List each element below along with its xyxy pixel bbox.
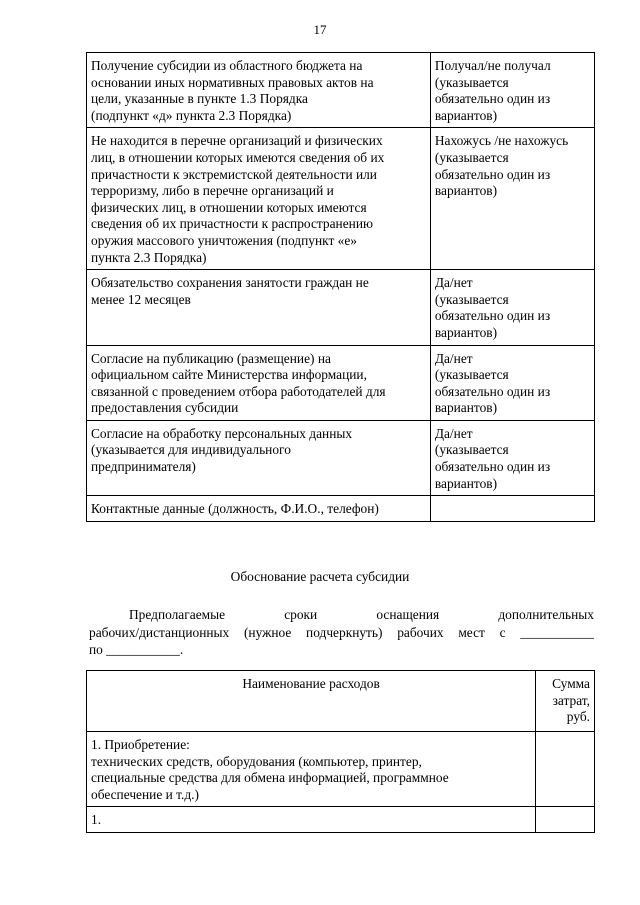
table-row bbox=[87, 807, 595, 833]
paragraph-word: (нужное bbox=[243, 624, 292, 640]
table-row bbox=[87, 345, 595, 420]
paragraph-word: рабочих/дистанционных bbox=[89, 624, 230, 640]
expense-name-cell bbox=[87, 807, 536, 833]
value-text: (указывается bbox=[434, 442, 509, 458]
value-text: (указывается bbox=[434, 291, 509, 307]
expense-name-text: технических средств, оборудования (компьютер, принтер, bbox=[91, 753, 422, 769]
criterion-text: предоставления субсидии bbox=[91, 400, 239, 416]
criterion-text: сведения об их причастности к распространению bbox=[91, 216, 373, 232]
value-cell bbox=[430, 128, 594, 270]
value-text: Да/нет bbox=[434, 425, 473, 441]
paragraph-word: с bbox=[499, 624, 506, 640]
criterion-text: Контактные данные (должность, Ф.И.О., телефон) bbox=[91, 501, 379, 517]
section-title: Обоснование расчета субсидии bbox=[230, 569, 410, 584]
value-text: Да/нет bbox=[434, 350, 473, 366]
criterion-text: цели, указанные в пункте 1.3 Порядка bbox=[91, 91, 308, 107]
criterion-text: Обязательство сохранения занятости граждан не bbox=[91, 275, 369, 291]
criterion-cell bbox=[87, 345, 431, 420]
page-number: 17 bbox=[313, 22, 327, 37]
criterion-text: менее 12 месяцев bbox=[91, 291, 191, 307]
value-text: вариантов) bbox=[434, 183, 498, 199]
criterion-text: (указывается для индивидуального bbox=[91, 442, 291, 458]
criterion-text: основании иных нормативных правовых актов на bbox=[91, 74, 374, 90]
paragraph-line-3: по ___________. bbox=[89, 642, 184, 657]
criterion-text: Получение субсидии из областного бюджета на bbox=[91, 58, 363, 73]
value-text: (указывается bbox=[434, 149, 509, 165]
paragraph-word: сроки bbox=[284, 607, 318, 622]
expense-name-cell bbox=[87, 732, 536, 807]
table-row bbox=[87, 496, 595, 522]
value-text: (указывается bbox=[434, 74, 509, 90]
paragraph-word: дополнительных bbox=[498, 607, 594, 622]
header-sum-text: руб. bbox=[566, 709, 590, 725]
criterion-cell bbox=[87, 270, 431, 345]
expense-name-text: специальные средства для обмена информацией, программное bbox=[91, 770, 449, 786]
criterion-text: (подпункт «д» пункта 2.3 Порядка) bbox=[91, 107, 292, 123]
table-row bbox=[87, 53, 595, 128]
value-text: вариантов) bbox=[434, 107, 498, 123]
expenses-table bbox=[86, 670, 595, 833]
value-cell bbox=[430, 345, 594, 420]
table-row bbox=[87, 420, 595, 495]
header-expense-name: Наименование расходов bbox=[87, 671, 536, 732]
criterion-text: оружия массового уничтожения (подпункт «е» bbox=[91, 232, 357, 248]
criterion-cell bbox=[87, 420, 431, 495]
header-sum-text: Сумма bbox=[552, 676, 590, 691]
paragraph-word: ___________ bbox=[520, 624, 594, 640]
value-cell bbox=[430, 270, 594, 345]
criterion-cell bbox=[87, 128, 431, 270]
criterion-text: терроризму, либо в перечне организаций и bbox=[91, 183, 334, 199]
workplace-dates-paragraph bbox=[89, 606, 594, 659]
paragraph-word: подчеркнуть) bbox=[306, 624, 383, 640]
value-text: обязательно один из bbox=[434, 383, 551, 399]
criterion-text: официальном сайте Министерства информации, bbox=[91, 367, 367, 383]
value-text: обязательно один из bbox=[434, 166, 551, 182]
paragraph-word: оснащения bbox=[376, 607, 440, 622]
paragraph-word: Предполагаемые bbox=[129, 607, 226, 622]
criterion-text: причастности к экстремистской деятельности или bbox=[91, 166, 377, 182]
expense-name-text: обеспечение и т.д.) bbox=[91, 786, 199, 802]
expenses-header-row bbox=[87, 671, 595, 732]
paragraph-word: рабочих bbox=[397, 624, 444, 640]
table-row bbox=[87, 732, 595, 807]
value-text: обязательно один из bbox=[434, 308, 551, 324]
value-cell bbox=[430, 496, 594, 522]
expense-name-text: 1. bbox=[91, 812, 102, 828]
criterion-cell bbox=[87, 496, 431, 522]
value-text: вариантов) bbox=[434, 475, 498, 491]
table-row bbox=[87, 128, 595, 270]
value-text: обязательно один из bbox=[434, 459, 551, 475]
value-text: вариантов) bbox=[434, 400, 498, 416]
value-text: обязательно один из bbox=[434, 91, 551, 107]
criterion-text: физических лиц, в отношении которых имеются bbox=[91, 199, 367, 215]
expense-sum-cell bbox=[536, 732, 595, 807]
value-cell bbox=[430, 53, 594, 128]
value-text: вариантов) bbox=[434, 324, 498, 340]
criterion-text: предпринимателя) bbox=[91, 459, 196, 475]
value-text: Получал/не получал bbox=[434, 58, 551, 73]
value-cell bbox=[430, 420, 594, 495]
header-sum-text: затрат, bbox=[552, 692, 590, 708]
expense-sum-cell bbox=[536, 807, 595, 833]
applicant-info-table bbox=[86, 52, 595, 522]
expense-name-text: 1. Приобретение: bbox=[91, 737, 190, 752]
criterion-text: лиц, в отношении которых имеются сведения об их bbox=[91, 149, 385, 165]
criterion-text: Согласие на обработку персональных данных bbox=[91, 425, 353, 441]
criterion-text: связанной с проведением отбора работодателей для bbox=[91, 383, 386, 399]
paragraph-word: мест bbox=[458, 624, 485, 640]
criterion-cell bbox=[87, 53, 431, 128]
criterion-text: Согласие на публикацию (размещение) на bbox=[91, 350, 331, 366]
value-text: Да/нет bbox=[434, 275, 473, 291]
table-row bbox=[87, 270, 595, 345]
criterion-text: пункта 2.3 Порядка) bbox=[91, 249, 207, 265]
criterion-text: Не находится в перечне организаций и физических bbox=[91, 133, 383, 149]
value-text: (указывается bbox=[434, 367, 509, 383]
value-text: Нахожусь /не нахожусь bbox=[434, 133, 569, 149]
header-expense-sum bbox=[536, 671, 595, 732]
